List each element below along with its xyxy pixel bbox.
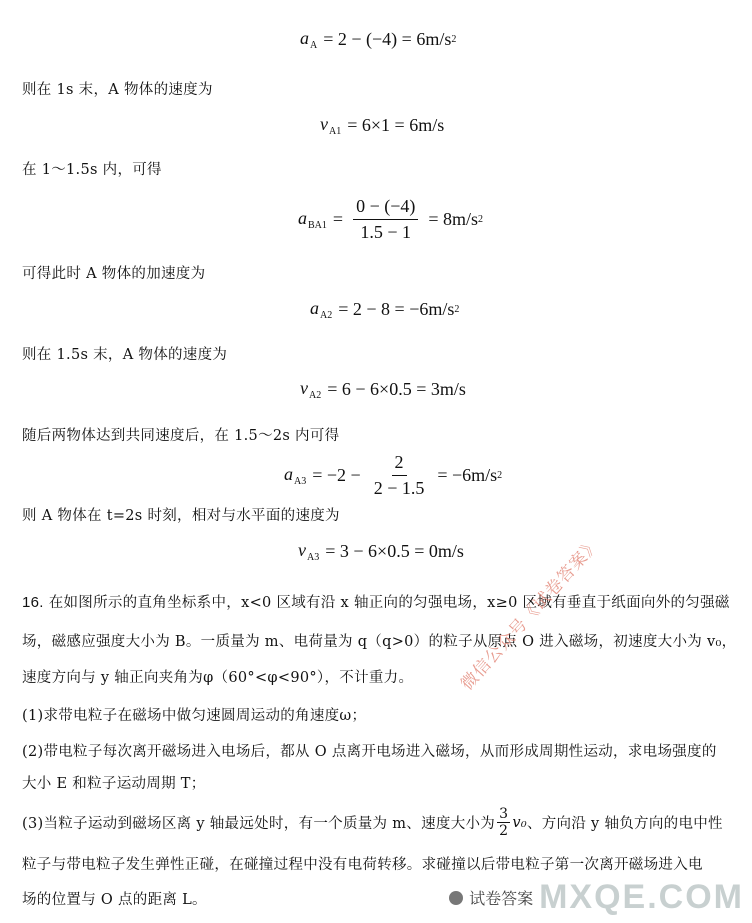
equation-a-A2: $a_{A2}$ = 2 − 8 = −6m/s 2 xyxy=(310,298,460,321)
question-16-part-3b: 粒子与带电粒子发生弹性正碰，在碰撞过程中没有电荷转移。求碰撞以后带电粒子第一次离开磁场进入电 xyxy=(22,857,703,873)
equation-a-A: $a_A$ = 2 − (−4) = 6m/s 2 xyxy=(300,28,457,51)
question-16-part-2b: 大小 E 和粒子运动周期 T； xyxy=(22,776,206,792)
question-16-line-3: 速度方向与 y 轴正向夹角为φ（60°<φ<90°），不计重力。 xyxy=(22,670,414,686)
equation-v-A3: $v_{A3}$ = 3 − 6×0.5 = 0m/s xyxy=(298,540,464,563)
text-line: 则在 1s 末，A 物体的速度为 xyxy=(22,82,213,98)
watermark-logo: 试卷答案 MXQE.COM xyxy=(449,878,744,917)
question-16-part-3c: 场的位置与 O 点的距离 L。 xyxy=(22,892,207,908)
question-16-line-1: 16. 在如图所示的直角坐标系中，x<0 区域有沿 x 轴正向的匀强电场，x≥0 区域有垂直于纸面向外的匀强磁 xyxy=(22,594,730,611)
text-line: 随后两物体达到共同速度后，在 1.5～2s 内可得 xyxy=(22,428,340,444)
equation-v-A1: $v_{A1}$ = 6×1 = 6m/s xyxy=(320,114,445,137)
text-line: 可得此时 A 物体的加速度为 xyxy=(22,266,206,282)
text-line: 在 1～1.5s 内，可得 xyxy=(22,162,162,178)
question-16-part-1: (1)求带电粒子在磁场中做匀速圆周运动的角速度ω； xyxy=(22,708,367,724)
text-line: 则在 1.5s 末，A 物体的速度为 xyxy=(22,347,228,363)
equation-a-A3: $a_{A3}$ = −2 − $\frac{2}{2 - 1.5}$ = −6m/s 2 xyxy=(284,452,503,498)
fraction-three-halves: 3 2 xyxy=(499,806,509,839)
question-16-part-3a: (3)当粒子运动到磁场区离 y 轴最远处时，有一个质量为 m、速度大小为 3 2 v₀ 、方向沿 y 轴负方向的电中性 xyxy=(22,806,723,839)
watermark-diagonal: 微信公众号《试卷答案》 xyxy=(457,533,605,695)
question-16-part-2a: (2)带电粒子每次离开磁场进入电场后，都从 O 点离开电场进入磁场，从而形成周期性运动，求电场强度的 xyxy=(22,744,717,760)
text-line: 则 A 物体在 t=2s 时刻，相对与水平面的速度为 xyxy=(22,508,340,524)
wechat-icon xyxy=(449,891,463,905)
question-16-line-2: 场，磁感应强度大小为 B。一质量为 m、电荷量为 q（q>0）的粒子从原点 O 进入磁场，初速度大小为 v₀， xyxy=(22,634,737,650)
equation-a-BA1: $a_{BA1}$ = $\frac{0 - (-4)}{1.5 - 1}$ = 8m/s 2 xyxy=(298,196,484,242)
equation-v-A2: $v_{A2}$ = 6 − 6×0.5 = 3m/s xyxy=(300,378,466,401)
